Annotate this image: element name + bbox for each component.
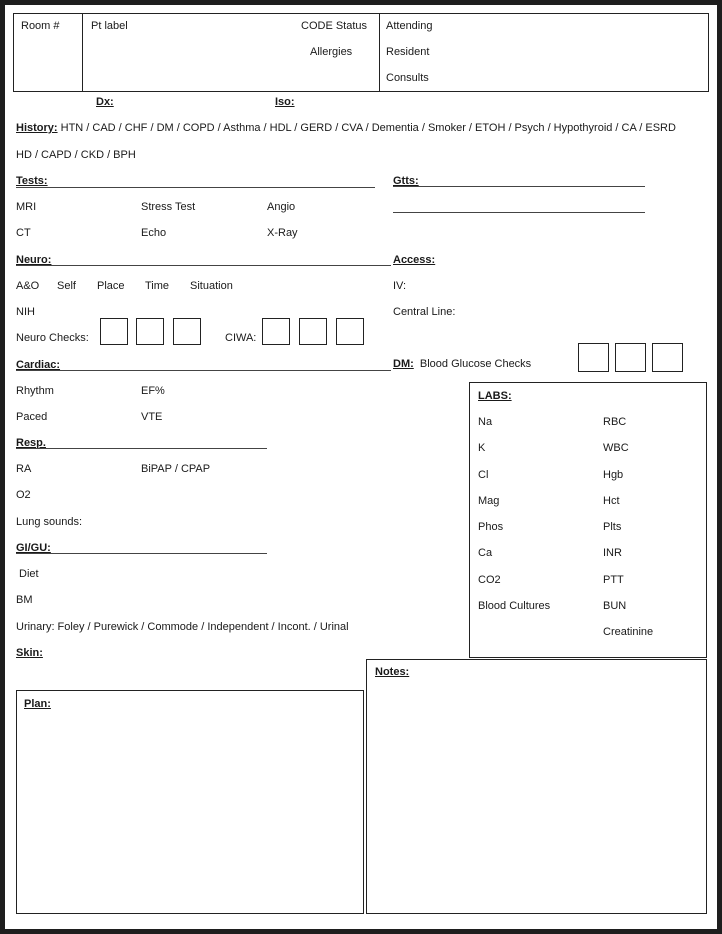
central-line-label: Central Line: [393,306,456,318]
lab-cl: Cl [478,469,489,481]
ciwa-label: CIWA: [225,332,257,344]
access-label: Access: [393,254,436,266]
ciwa-box-2[interactable] [299,318,327,345]
lab-creatinine: Creatinine [603,626,654,638]
lab-inr: INR [603,547,622,559]
paced-label: Paced [16,411,48,423]
dm-line [393,358,531,371]
plan-box [16,690,364,914]
lab-hgb: Hgb [603,469,624,481]
resident-label: Resident [386,46,430,58]
urinary-label: Urinary: Foley / Purewick / Commode / Independent / Incont. / Urinal [16,621,349,633]
gigu-rule [16,553,267,554]
rhythm-label: Rhythm [16,385,54,397]
lab-k: K [478,442,486,454]
header-divider-1 [82,13,83,91]
lab-co2: CO2 [478,574,501,586]
test-angio: Angio [267,201,296,213]
cardiac-rule [16,370,391,371]
lab-rbc: RBC [603,416,627,428]
header-divider-2 [379,13,380,91]
neuro-label: Neuro: [16,254,52,266]
orientation-situation: Situation [190,280,233,292]
gtts-rule-1 [393,186,645,187]
dm-label: DM: [393,358,414,370]
ciwa-box-3[interactable] [336,318,364,345]
lung-sounds-label: Lung sounds: [16,516,83,528]
code-status-label: CODE Status [301,20,368,32]
labs-box [469,382,707,658]
ef-label: EF% [141,385,165,397]
lab-na: Na [478,416,493,428]
cardiac-label: Cardiac: [16,359,61,371]
plan-label: Plan: [24,698,51,710]
glucose-box-3[interactable] [652,343,683,372]
orientation-place: Place [97,280,125,292]
notes-label: Notes: [375,666,410,678]
gtts-rule-2 [393,212,645,213]
iv-label: IV: [393,280,407,292]
neuro-checks-label: Neuro Checks: [16,332,89,344]
skin-label: Skin: [16,647,43,659]
iso-label: Iso: [275,96,295,108]
dx-label: Dx: [96,96,114,108]
blood-glucose-label: Blood Glucose Checks [419,358,532,370]
history-line [16,122,676,135]
attending-label: Attending [386,20,433,32]
gigu-label: GI/GU: [16,542,51,554]
notes-box [366,659,707,914]
history-conditions: HTN / CAD / CHF / DM / COPD / Asthma / HDL / GERD / CVA / Dementia / Smoker / ETOH / Psych / Hypothyroid / CA / ESRD [57,122,676,134]
vte-label: VTE [141,411,163,423]
diet-label: Diet [19,568,39,580]
neuro-rule [16,265,391,266]
o2-label: O2 [16,489,31,501]
resp-label: Resp. [16,437,46,449]
allergies-label: Allergies [310,46,353,58]
neuro-check-box-2[interactable] [136,318,164,345]
history-conditions-continued: HD / CAPD / CKD / BPH [16,149,136,161]
lab-ptt: PTT [603,574,624,586]
ra-label: RA [16,463,32,475]
ciwa-box-1[interactable] [262,318,290,345]
consults-label: Consults [386,72,429,84]
neuro-check-box-1[interactable] [100,318,128,345]
bipap-label: BiPAP / CPAP [141,463,211,475]
test-stress: Stress Test [141,201,196,213]
orientation-time: Time [145,280,170,292]
report-sheet [5,5,717,929]
tests-label: Tests: [16,175,48,187]
lab-bun: BUN [603,600,627,612]
lab-ca: Ca [478,547,493,559]
orientation-ao: A&O [16,280,40,292]
history-label: History: [16,122,58,134]
lab-phos: Phos [478,521,504,533]
patient-label: Pt label [91,20,128,32]
test-xray: X-Ray [267,227,298,239]
bm-label: BM [16,594,33,606]
room-number-label: Room # [21,20,60,32]
labs-label: LABS: [478,390,512,402]
orientation-self: Self [57,280,76,292]
tests-rule [16,187,375,188]
lab-wbc: WBC [603,442,629,454]
lab-blood-cultures: Blood Cultures [478,600,551,612]
lab-hct: Hct [603,495,620,507]
test-echo: Echo [141,227,167,239]
gtts-label: Gtts: [393,175,419,187]
lab-mag: Mag [478,495,500,507]
nih-label: NIH [16,306,35,318]
glucose-box-2[interactable] [615,343,646,372]
glucose-box-1[interactable] [578,343,609,372]
test-mri: MRI [16,201,37,213]
lab-plts: Plts [603,521,622,533]
neuro-check-box-3[interactable] [173,318,201,345]
test-ct: CT [16,227,31,239]
resp-rule [16,448,267,449]
